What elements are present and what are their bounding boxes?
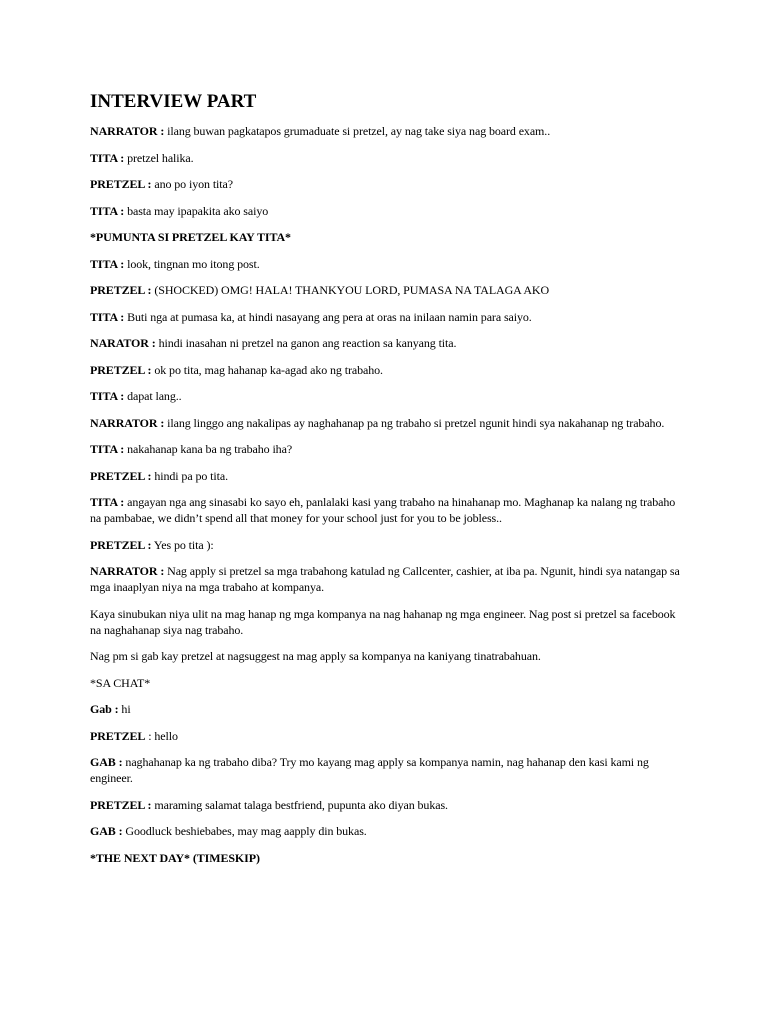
speaker-label: NARATOR :	[90, 336, 156, 350]
line-text: Nag apply si pretzel sa mga trabahong katulad ng Callcenter, cashier, at iba pa. Ngunit, hindi sya natangap sa mga inaaplyan niya na mga trabaho at kompanya.	[90, 564, 680, 594]
narration-paragraph	[90, 606, 680, 638]
script-line	[90, 203, 680, 219]
script-line	[90, 362, 680, 378]
line-text: Yes po tita ):	[151, 537, 214, 552]
line-text: Kaya sinubukan niya ulit na mag hanap ng mga kompanya na nag hahanap ng mga engineer. Nag post si pretzel sa facebook na naghahanap siya nag trabaho.	[90, 606, 676, 637]
document-page	[90, 92, 680, 876]
speaker-label: PRETZEL :	[90, 177, 152, 191]
speaker-label: NARRATOR :	[90, 124, 165, 138]
line-text: *SA CHAT*	[90, 675, 151, 690]
script-line	[90, 256, 680, 272]
line-text: pretzel halika.	[124, 150, 194, 165]
script-line	[90, 415, 680, 431]
script-line	[90, 441, 680, 457]
line-text: ilang linggo ang nakalipas ay naghahanap pa ng trabaho si pretzel ngunit hindi sya nakahanap ng trabaho.	[164, 415, 665, 430]
speaker-label: NARRATOR :	[90, 564, 165, 578]
stage-direction	[90, 850, 680, 866]
speaker-label: TITA :	[90, 495, 125, 509]
script-line	[90, 563, 680, 595]
script-line	[90, 701, 680, 717]
script-line	[90, 797, 680, 813]
line-text: : hello	[145, 728, 178, 743]
script-line	[90, 537, 680, 553]
line-text: look, tingnan mo itong post.	[124, 256, 260, 271]
speaker-label: TITA :	[90, 309, 125, 324]
narration-paragraph	[90, 648, 680, 664]
speaker-label: PRETZEL :	[90, 537, 152, 552]
line-text: angayan nga ang sinasabi ko sayo eh, panlalaki kasi yang trabaho na hinahanap mo. Maghanap ka nalang ng trabaho na pambabae, we didn’t spend all that money for your school just for you to be jobless..	[90, 495, 676, 525]
script-line	[90, 468, 680, 484]
scene-marker	[90, 675, 680, 691]
line-text: maraming salamat talaga bestfriend, pupunta ako diyan bukas.	[151, 797, 448, 812]
speaker-label: PRETZEL :	[90, 468, 152, 483]
speaker-label: NARRATOR :	[90, 415, 165, 430]
line-text: hi	[118, 702, 131, 716]
line-text: dapat lang..	[124, 389, 182, 403]
speaker-label: PRETZEL :	[90, 797, 152, 812]
line-text: Goodluck beshiebabes, may mag aapply din bukas.	[122, 824, 367, 838]
speaker-label: PRETZEL :	[90, 362, 152, 377]
stage-direction-text: *PUMUNTA SI PRETZEL KAY TITA*	[90, 230, 291, 244]
line-text: ilang buwan pagkatapos grumaduate si pretzel, ay nag take siya nag board exam..	[164, 124, 551, 138]
speaker-label: TITA :	[90, 203, 125, 218]
speaker-label: TITA :	[90, 442, 125, 456]
speaker-label: TITA :	[90, 256, 125, 271]
line-text: (SHOCKED) OMG! HALA! THANKYOU LORD, PUMASA NA TALAGA AKO	[151, 283, 550, 297]
line-text: Nag pm si gab kay pretzel at nagsuggest na mag apply sa kompanya na kaniyang tinatrabahuan.	[90, 649, 541, 663]
script-line	[90, 282, 680, 298]
script-line	[90, 335, 680, 351]
speaker-label: Gab :	[90, 702, 119, 716]
line-text: ano po iyon tita?	[151, 177, 233, 191]
script-line	[90, 728, 680, 744]
script-line	[90, 123, 680, 139]
script-line	[90, 309, 680, 325]
line-text: naghahanap ka ng trabaho diba? Try mo kayang mag apply sa kompanya namin, nag hahanap den kasi kami ng engineer.	[90, 755, 649, 785]
stage-direction	[90, 229, 680, 245]
speaker-label: PRETZEL	[90, 728, 146, 743]
line-text: ok po tita, mag hahanap ka-agad ako ng trabaho.	[151, 362, 383, 377]
speaker-label: TITA :	[90, 389, 125, 403]
line-text: basta may ipapakita ako saiyo	[124, 203, 269, 218]
script-line	[90, 150, 680, 166]
line-text: Buti nga at pumasa ka, at hindi nasayang ang pera at oras na inilaan namin para saiyo.	[124, 309, 532, 324]
speaker-label: PRETZEL :	[90, 283, 152, 297]
script-line	[90, 494, 680, 526]
speaker-label: GAB :	[90, 755, 123, 769]
speaker-label: TITA :	[90, 150, 125, 165]
line-text: hindi inasahan ni pretzel na ganon ang reaction sa kanyang tita.	[155, 336, 457, 350]
script-line	[90, 176, 680, 192]
page-title: INTERVIEW PART	[90, 91, 257, 112]
script-line	[90, 823, 680, 839]
script-line	[90, 388, 680, 404]
speaker-label: GAB :	[90, 824, 123, 838]
line-text: nakahanap kana ba ng trabaho iha?	[124, 442, 293, 456]
stage-direction-text: *THE NEXT DAY* (TIMESKIP)	[90, 850, 260, 865]
line-text: hindi pa po tita.	[151, 468, 228, 483]
script-line	[90, 754, 680, 786]
